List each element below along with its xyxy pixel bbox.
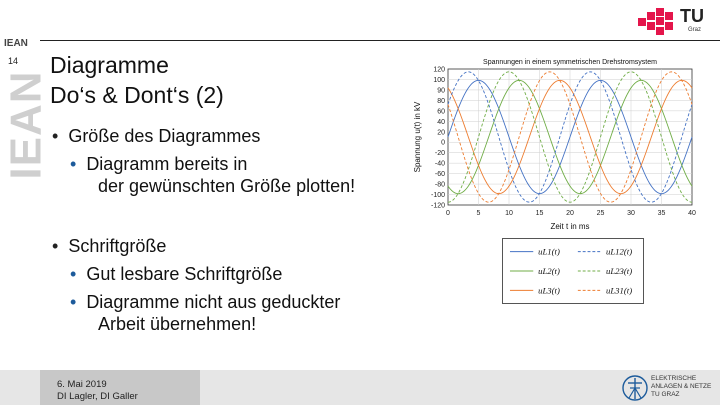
power-grid-icon: [622, 373, 648, 403]
y-tick-label: 120: [433, 66, 445, 74]
sub-bullet-dot: •: [70, 264, 87, 284]
y-tick-label: 0: [441, 139, 445, 147]
sub-bullet-item: [70, 263, 282, 285]
chart-legend: [502, 238, 644, 304]
x-tick-label: 25: [596, 210, 605, 217]
y-tick-label: 100: [433, 76, 445, 84]
y-tick-label: 20: [437, 129, 445, 137]
bullet-item: [52, 125, 260, 147]
bullet-dot: •: [52, 236, 69, 256]
y-tick-label: -120: [430, 202, 445, 210]
institute-line3: TU GRAZ: [651, 391, 680, 398]
y-tick-label: 60: [437, 108, 445, 116]
sub-bullet-item: [70, 291, 340, 313]
legend-entry: uL31(t): [605, 285, 633, 296]
slide-title: [50, 50, 224, 110]
slide-title-line1: Diagramme: [50, 52, 169, 78]
tu-logo-text: TU: [680, 6, 704, 26]
voltage-chart: [410, 55, 715, 235]
bullet-dot: •: [52, 126, 69, 146]
tu-graz-logo-squares: [638, 8, 678, 36]
sub-bullet-text: Diagramme nicht aus geduckter: [86, 292, 341, 312]
legend-entry: uL1(t): [538, 246, 560, 257]
footer-author: DI Lagler, DI Galler: [57, 391, 138, 402]
y-tick-label: -20: [434, 150, 445, 158]
y-tick-label: -40: [434, 160, 445, 168]
sub-bullet-continuation: Arbeit übernehmen!: [98, 314, 257, 334]
x-tick-label: 40: [688, 210, 696, 217]
graz-logo-text: Graz: [688, 27, 702, 33]
institute-line1: ELEKTRISCHE: [651, 375, 697, 382]
x-tick-label: 20: [566, 210, 574, 217]
sub-bullet-text: Gut lesbare Schriftgröße: [86, 264, 283, 284]
page-number: 14: [8, 56, 19, 66]
x-tick-label: 30: [627, 210, 635, 217]
institute-name: [651, 375, 717, 399]
brand-strip-vertical-text: IEAN: [1, 70, 51, 180]
x-tick-label: 35: [657, 210, 666, 217]
sub-bullet-text: Diagramm bereits in: [86, 154, 248, 174]
y-tick-label: 80: [437, 97, 445, 105]
bullet-item: [52, 235, 166, 257]
sub-bullet-dot: •: [70, 154, 87, 174]
x-axis-label: Zeit t in ms: [550, 222, 590, 231]
sub-bullet-item: [70, 153, 247, 175]
y-tick-label: -80: [434, 181, 445, 189]
footer-date: 6. Mai 2019: [57, 379, 107, 390]
y-tick-label: 40: [437, 118, 445, 126]
brand-strip-label: IEAN: [4, 38, 28, 49]
slide-title-line2: Do‘s & Dont‘s (2): [50, 82, 224, 108]
y-tick-label: -60: [434, 171, 445, 179]
tu-graz-logo: [638, 6, 716, 38]
chart-title: Spannungen in einem symmetrischen Drehstromsystem: [483, 59, 657, 66]
header-divider: [40, 40, 720, 41]
legend-entry: uL12(t): [605, 246, 633, 257]
legend-entry: uL23(t): [605, 265, 633, 276]
x-tick-label: 15: [535, 210, 544, 217]
institute-line2: ANLAGEN & NETZE: [651, 383, 712, 390]
bullet-text: Größe des Diagrammes: [68, 126, 261, 146]
x-tick-label: 10: [505, 210, 513, 217]
sub-bullet-continuation: der gewünschten Größe plotten!: [98, 176, 356, 196]
x-tick-label: 0: [446, 210, 450, 217]
legend-entry: uL2(t): [538, 265, 560, 276]
y-tick-label: 90: [437, 87, 445, 95]
sub-bullet-dot: •: [70, 292, 87, 312]
bullet-text: Schriftgröße: [68, 236, 167, 256]
x-tick-label: 5: [476, 210, 481, 217]
y-tick-label: -100: [430, 192, 445, 200]
legend-entry: uL3(t): [538, 285, 560, 296]
y-axis-label: Spannung u(t) in kV: [413, 101, 422, 173]
